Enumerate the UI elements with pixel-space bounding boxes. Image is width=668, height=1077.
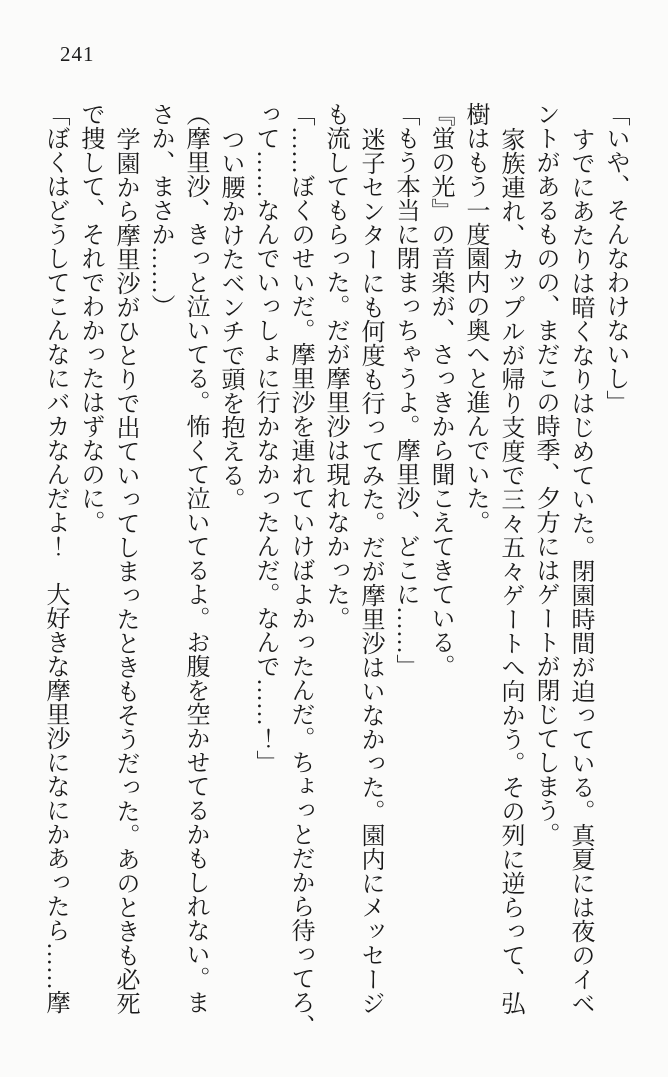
text-line: 迷子センターにも何度も行ってみた。だが摩里沙はいなかった。園内にメッセージ	[357, 127, 383, 1015]
text-line: 『蛍の光』の音楽が、さっきから聞こえてきている。	[427, 102, 453, 678]
text-line: 「ぼくはどうしてこんなにバカなんだよ！ 大好きな摩里沙になにかあったら……摩	[42, 102, 68, 1014]
text-line: ントがあるものの、まだこの時季、夕方にはゲートが閉じてしまう。	[532, 102, 558, 846]
page-number: 241	[60, 42, 95, 66]
text-line: 学園から摩里沙がひとりで出ていってしまったときもそうだった。あのときも必死	[112, 127, 138, 1015]
text-line: 「いや、そんなわけないし」	[602, 102, 628, 414]
text-line: （摩里沙、きっと泣いてる。怖くて泣いてるよ。お腹を空かせてるかもしれない。ま	[182, 102, 208, 1014]
text-line: 「もう本当に閉まっちゃうよ。摩里沙、どこに……」	[392, 102, 418, 678]
text-line: すでにあたりは暗くなりはじめていた。閉園時間が迫っている。真夏には夜のイベ	[567, 127, 593, 1015]
text-line: で捜して、それでわかったはずなのに。	[77, 102, 103, 534]
text-line: 樹はもう一度園内の奥へと進んでいた。	[462, 102, 488, 534]
text-line: 「……ぼくのせいだ。摩里沙を連れていけばよかったんだ。ちょっとだから待ってろ、	[287, 102, 313, 1038]
text-line: も流してもらった。だが摩里沙は現れなかった。	[322, 102, 348, 630]
vertical-text-block	[37, 102, 632, 1052]
text-line: って……なんでいっしょに行かなかったんだ。なんで……！」	[252, 102, 278, 774]
text-line: さか、まさか……）	[147, 102, 173, 318]
text-line: 家族連れ、カップルが帰り支度で三々五々ゲートへ向かう。その列に逆らって、弘	[497, 127, 523, 1015]
text-line: つい腰かけたベンチで頭を抱える。	[217, 127, 243, 511]
